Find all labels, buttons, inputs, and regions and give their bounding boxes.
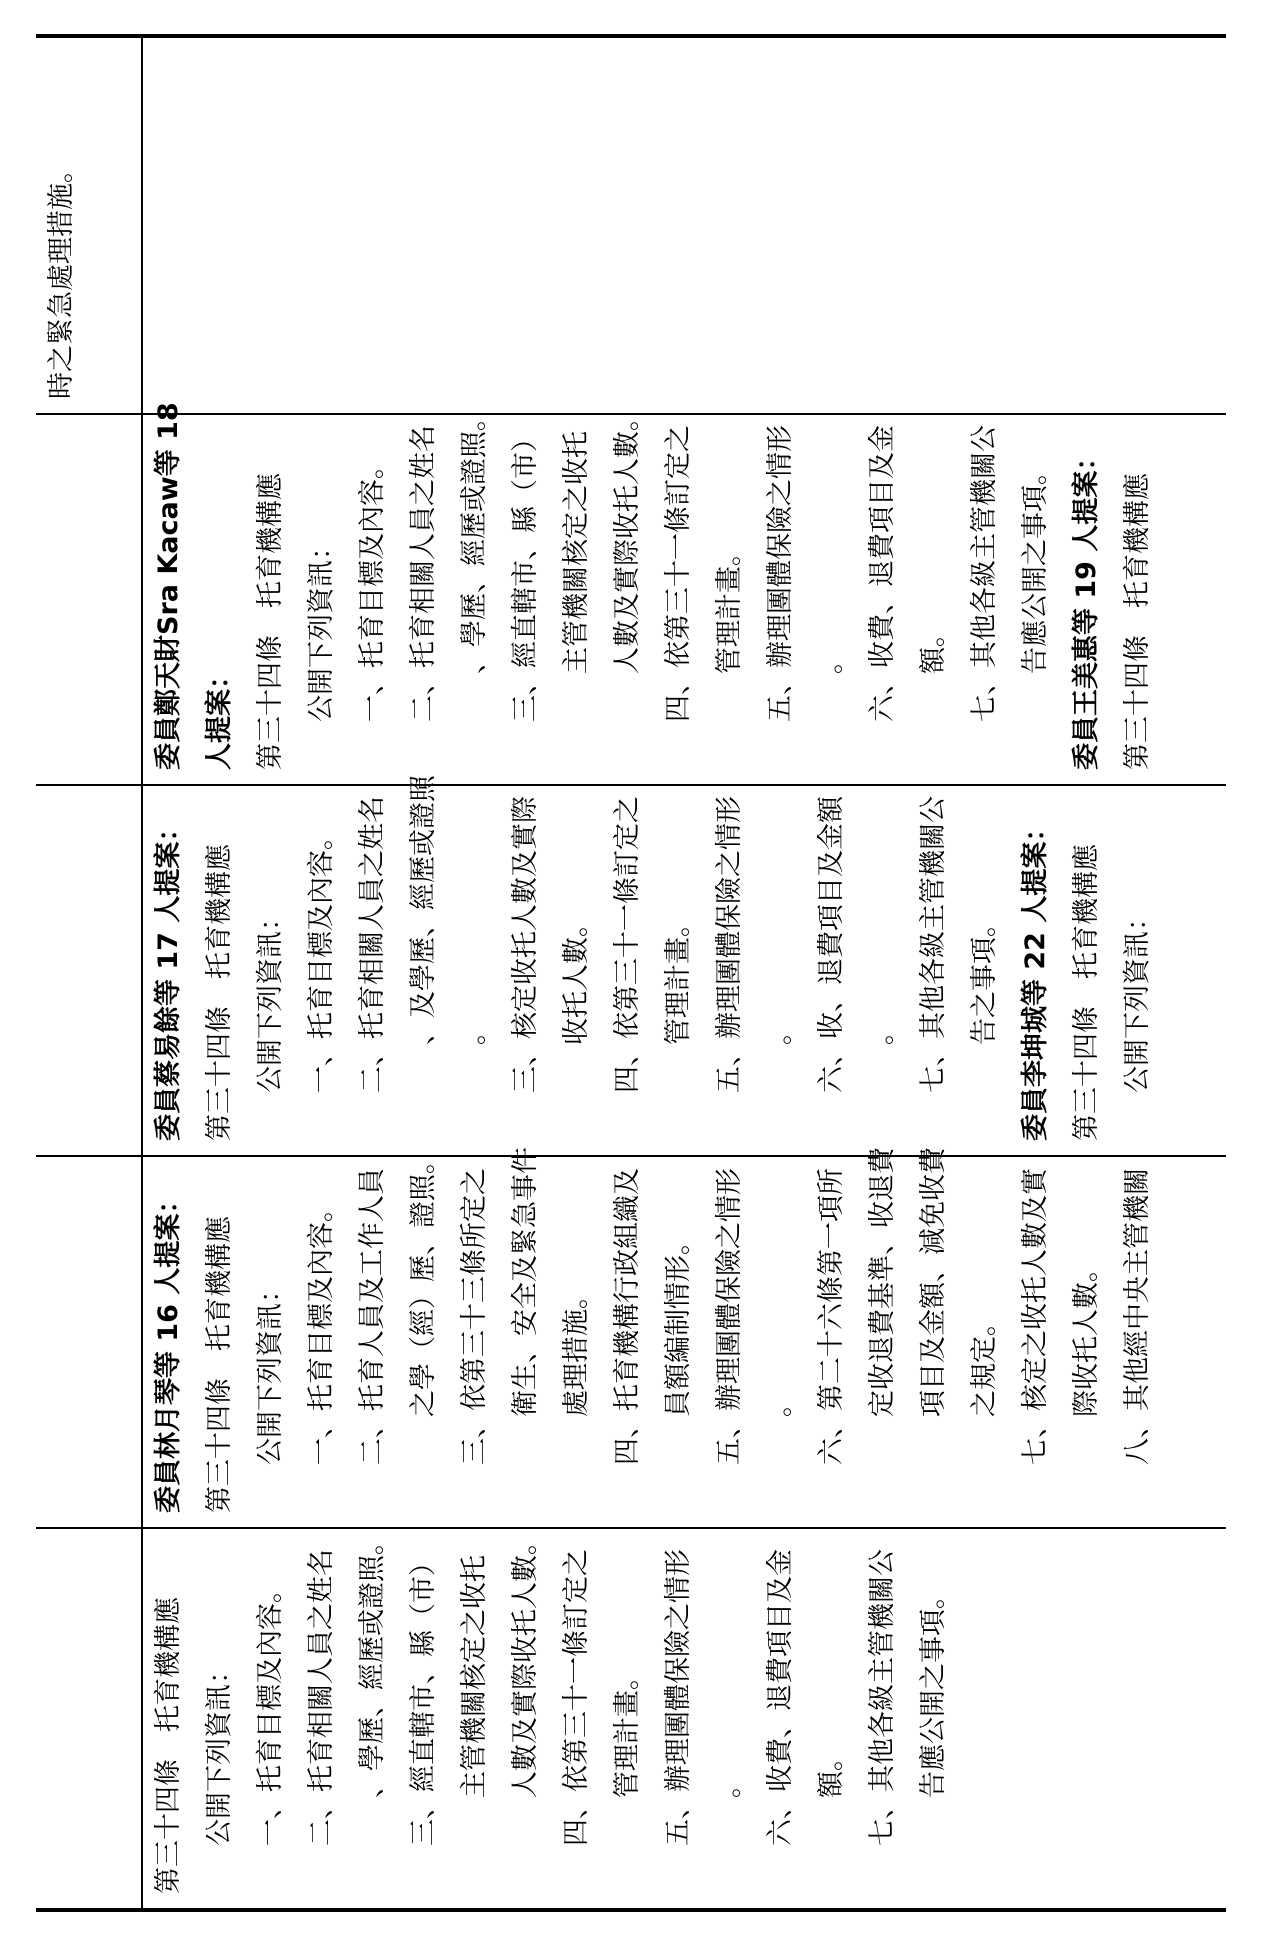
- text-line: 第三十四條 托育機構應: [204, 844, 235, 1141]
- text-line: 人數及實際收托人數。: [612, 404, 643, 674]
- text-line: 七、其他各級主管機關公: [867, 1549, 898, 1846]
- text-line: 、學歷、經歷或證照。: [357, 1528, 388, 1798]
- text-line: 。: [765, 1018, 796, 1045]
- text-line: 二、托育人員及工作人員: [357, 1168, 388, 1465]
- text-line: 六、收費、退費項目及金: [765, 1549, 796, 1846]
- text-line: 四、依第三十一條訂定之: [612, 796, 643, 1093]
- text-line: 第三十四條 托育機構應: [255, 473, 286, 770]
- text-line: 主管機關核定之收托: [459, 1555, 490, 1798]
- text-line: 四、托育機構行政組織及: [612, 1168, 643, 1465]
- text-line: 一、托育目標及內容。: [357, 452, 388, 722]
- text-line: 公開下列資訊：: [204, 1657, 235, 1846]
- text-line: 衛生、安全及緊急事件: [510, 1147, 541, 1417]
- text-line: 七、核定之收托人數及實: [1020, 1168, 1051, 1465]
- cell-left-column: [36, 786, 141, 1155]
- cell-main-column: [143, 38, 1226, 413]
- text-line: 之規定。: [969, 1309, 1000, 1417]
- proposal-heading: 人提案：: [204, 662, 235, 770]
- text-line: 告之事項。: [969, 910, 1000, 1045]
- proposal-heading: 委員蔡易餘等 17 人提案：: [153, 814, 184, 1141]
- text-line: 一、托育目標及內容。: [306, 823, 337, 1093]
- text-line: 二、托育相關人員之姓名: [408, 425, 439, 722]
- proposal-heading: 委員李坤城等 22 人提案：: [1020, 814, 1051, 1141]
- proposal-heading: 委員林月琴等 16 人提案：: [153, 1186, 184, 1513]
- text-line: 。: [816, 647, 847, 674]
- text-line: 收托人數。: [561, 910, 592, 1045]
- text-line: 額。: [816, 1744, 847, 1798]
- text-line: 管理計畫。: [714, 539, 745, 674]
- text-line: 。: [867, 1018, 898, 1045]
- text-line: 第三十四條 托育機構應: [1122, 473, 1153, 770]
- text-line: 告應公開之事項。: [918, 1582, 949, 1798]
- text-line: 一、托育目標及內容。: [255, 1576, 286, 1846]
- text-line: 公開下列資訊：: [1122, 904, 1153, 1093]
- text-line: 管理計畫。: [612, 1663, 643, 1798]
- text-line: 第三十四條 托育機構應: [153, 1597, 184, 1894]
- text-line: 處理措施。: [561, 1282, 592, 1417]
- cell-left-column: [36, 415, 141, 784]
- text-line: 。: [765, 1390, 796, 1417]
- text-line: 第三十四條 托育機構應: [204, 1216, 235, 1513]
- cell-main-column: [143, 1529, 1226, 1908]
- text-line: 一、托育目標及內容。: [306, 1195, 337, 1465]
- text-line: 員額編制情形。: [663, 1228, 694, 1417]
- text-line: 六、收費、退費項目及金: [867, 425, 898, 722]
- cell-main-column: [143, 775, 1226, 1155]
- text-line: 二、托育相關人員之姓名: [357, 796, 388, 1093]
- text-line: 管理計畫。: [663, 910, 694, 1045]
- text-line: 五、辦理團體保險之情形: [714, 796, 745, 1093]
- text-line: 八、其他經中央主管機關: [1122, 1168, 1153, 1465]
- text-line: 之學（經）歷、證照。: [408, 1147, 439, 1417]
- text-line: 公開下列資訊：: [306, 533, 337, 722]
- cell-main-column: [143, 402, 1226, 784]
- text-line: 三、經直轄市、縣（市）: [408, 1549, 439, 1846]
- text-line: 定收退費基準、收退費: [867, 1147, 898, 1417]
- text-line: 際收托人數。: [1071, 1255, 1102, 1417]
- rotated-table-content: [36, 36, 1226, 1910]
- text-line: 四、依第三十一條訂定之: [561, 1549, 592, 1846]
- text-line: 、學歷、經歷或證照。: [459, 404, 490, 674]
- text-line: 六、第二十六條第一項所: [816, 1168, 847, 1465]
- text-line: 項目及金額、減免收費: [918, 1147, 949, 1417]
- text-line: 三、依第三十三條所定之: [459, 1168, 490, 1465]
- text-line: 四、依第三十一條訂定之: [663, 425, 694, 722]
- text-line: 時之緊急處理措施。: [46, 156, 77, 399]
- text-line: 告應公開之事項。: [1020, 458, 1051, 674]
- text-line: 主管機關核定之收托: [561, 431, 592, 674]
- text-line: 額。: [918, 620, 949, 674]
- text-line: 七、其他各級主管機關公: [918, 796, 949, 1093]
- proposal-heading: 委員王美惠等 19 人提案：: [1071, 443, 1102, 770]
- text-line: 、及學歷、經歷或證照: [408, 775, 439, 1045]
- text-line: 五、辦理團體保險之情形: [765, 425, 796, 722]
- text-line: 人數及實際收托人數。: [510, 1528, 541, 1798]
- text-line: 五、辦理團體保險之情形: [663, 1549, 694, 1846]
- cell-main-column: [143, 1147, 1226, 1527]
- proposal-heading: 委員鄭天財Sra Kacaw等 18: [153, 402, 184, 770]
- text-line: 六、收、退費項目及金額: [816, 796, 847, 1093]
- text-line: 七、其他各級主管機關公: [969, 425, 1000, 722]
- text-line: 三、核定收托人數及實際: [510, 796, 541, 1093]
- text-line: 五、辦理團體保險之情形: [714, 1168, 745, 1465]
- text-line: 第三十四條 托育機構應: [1071, 844, 1102, 1141]
- cell-left-column: [36, 1529, 141, 1908]
- text-line: 三、經直轄市、縣（市）: [510, 425, 541, 722]
- text-line: 。: [459, 1018, 490, 1045]
- text-line: 。: [714, 1771, 745, 1798]
- text-line: 公開下列資訊：: [255, 1276, 286, 1465]
- cell-left-column: [36, 38, 141, 413]
- cell-left-column: [36, 1157, 141, 1527]
- text-line: 二、托育相關人員之姓名: [306, 1549, 337, 1846]
- text-line: 公開下列資訊：: [255, 904, 286, 1093]
